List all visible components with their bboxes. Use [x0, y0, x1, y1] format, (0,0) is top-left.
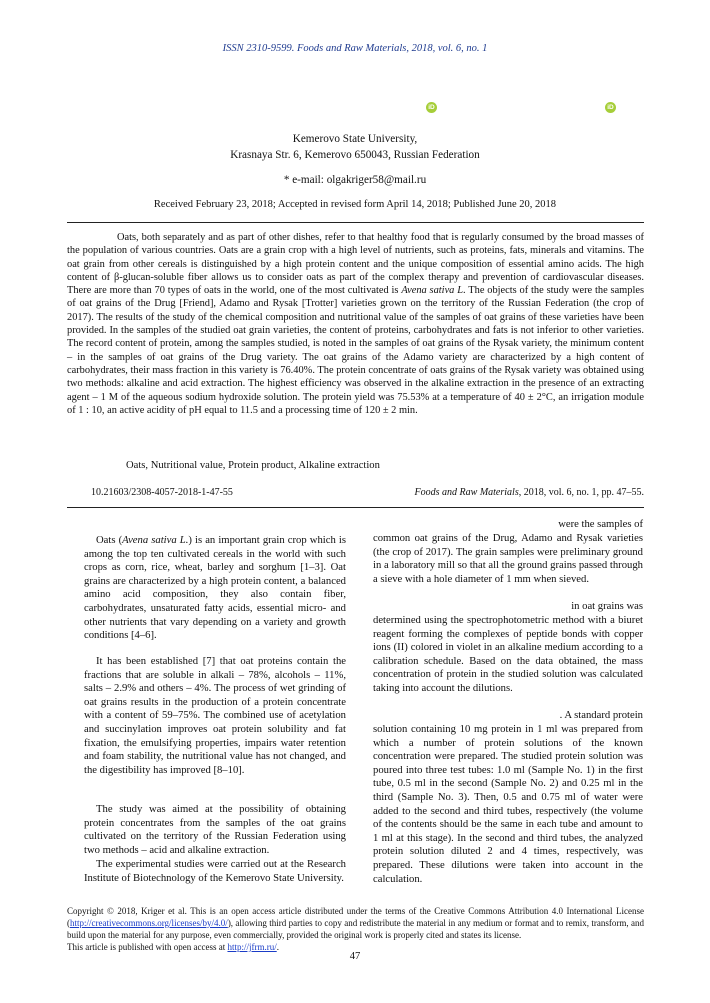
journal-header: ISSN 2310-9599. Foods and Raw Materials, 2018, vol. 6, no. 1	[222, 43, 488, 54]
intro-paragraph	[84, 534, 346, 643]
footer-text: This article is published with open access at	[67, 942, 228, 952]
bottom-divider	[67, 507, 644, 508]
protein-fragment: in oat grains was	[571, 601, 643, 612]
footer-text: ), allowing third parties to copy and redistribute the material in any medium or format and to remix, transform, and build upon the material for any purpose, even commercially, provided the original work is properly cited and states its license.	[67, 918, 644, 940]
doi[interactable]: 10.21603/2308-4057-2018-1-47-55	[91, 487, 233, 498]
citation	[415, 487, 644, 498]
affiliation-university: Kemerovo State University,	[292, 133, 418, 145]
orcid-icon[interactable]: iD	[605, 102, 616, 113]
objects-fragment: were the samples of	[558, 519, 643, 530]
body-paragraph: It has been established [7] that oat proteins contain the fractions that are soluble in alkali – 78%, alcohols – 11%, salts – 2.9% and others – 4%. The process of wet grinding of oat grains results in the production of a protein concentrate with a content of 59–75%. The combined use of acetylation and succinylation improves oat protein solubility and fat fixation, the emulsifying properties, impairs water retention and foam stability, the nutritional value has not changed, and the digestibility has improved [8–10].	[84, 656, 346, 776]
citation-details: , 2018, vol. 6, no. 1, pp. 47–55.	[518, 487, 644, 498]
copyright-footer	[67, 905, 644, 953]
body-paragraph: The experimental studies were carried out at the Research Institute of Biotechnology of the Kemerovo State University.	[84, 859, 346, 884]
intro-species: Avena sativa L.	[122, 535, 189, 546]
body-paragraph: common oat grains of the Drug, Adamo and Rysak varieties (the crop of 2017). The grain samples were preliminary ground in a laboratory mill so that all the ground grains passed through a sieve with a hole diameter of 1 mm when sieved.	[373, 533, 643, 585]
body-paragraph: solution containing 10 mg protein in 1 ml was prepared from which a number of protein solutions of the known concentration were prepared. The studied protein solution was poured into three test tubes: 1.0 ml (Sample No. 1) in the first tube, 0.5 ml in the second (Sample No. 2) and 0.25 ml in the third (Sample No. 3). Then, 0.5 and 0.75 ml of water were added to the second and third tubes, respectively (the volume of the contents should be the same in each tube and amount to 1 ml at this stage). In the second and third tubes, the analyzed protein solution diluted 2 and 4 times, respectively, was prepared. These dilutions were taken into account in the calculation.	[373, 724, 643, 885]
journal-link[interactable]: http://jfrm.ru/	[227, 942, 277, 952]
intro-text: ) is an important grain crop which is among the top ten cultivated cereals in the world with such crops as corn, rice, wheat, barley and sorghum [1–3]. Oat grains are characterized by a high protein content, a balanced amino acid composition, they also contain fiber, carbohydrates, unsaturated fatty acids, essential micro- and other nutrients that vary depending on a variety and growth conditions [4–6].	[84, 535, 346, 642]
abstract-text: . The objects of the study were the samples of oat grains of the Drug [Friend], Adamo and Rysak [Trotter] varieties grown on the territory of the Russian Federation (the crop of 2017). The results of the study of the chemical composition and nutritional value of the samples of oat grains of these varieties have been provided. In the samples of the studied oat grain varieties, the content of proteins, carbohydrates and fats is not inferior to other varieties. The record content of protein, among the samples studied, is noted in the samples of oat grains of the Rysak variety, the minimum content – in the samples of oat grains of the Drug variety. The oat grains of the Adamo variety are characterized by a high content of carbohydrates, their mass fraction in this variety is 76.40%. The protein concentrate of oats grains of the Rysak variety was obtained using two methods: alkaline and acid extraction. The highest efficiency was observed in the alkaline extraction in the presence of an extracting agent – 1 M of the aqueous sodium hydroxide solution. The protein yield was 75.53% at a temperature of 40 ± 2°C, an irrigation module of 1 : 10, an active acidity of pH equal to 11.5 and a processing time of 120 ± 2 min.	[67, 285, 645, 416]
corresponding-email: * e-mail: olgakriger58@mail.ru	[283, 174, 427, 186]
page-number: 47	[349, 951, 361, 962]
citation-journal: Foods and Raw Materials	[414, 487, 519, 498]
body-paragraph: The study was aimed at the possibility of obtaining protein concentrates from the samples of the oat grains cultivated on the territory of the Russian Federation using two methods – acid and alkaline extraction.	[84, 804, 346, 856]
article-dates: Received February 23, 2018; Accepted in revised form April 14, 2018; Published June 20, 2018	[153, 199, 557, 210]
body-paragraph: determined using the spectrophotometric method with a biuret reagent forming the complexes of peptide bonds with copper ions (II) colored in violet in an alkaline medium according to a calibration schedule. Based on the data obtained, the mass concentration of protein in the studied solution was calculated taking into account the dilutions.	[373, 615, 643, 694]
intro-text: Oats (	[96, 535, 123, 546]
footer-text: Copyright © 2018, Kriger et al. This is an open access article distributed under the terms of the Creative Commons Attribution 4.0 International License (	[67, 906, 644, 928]
orcid-icon[interactable]: iD	[426, 102, 437, 113]
standard-fragment: . A standard protein	[559, 710, 643, 721]
footer-text: .	[276, 942, 279, 952]
top-divider	[67, 222, 644, 223]
abstract	[67, 231, 644, 417]
keywords: Oats, Nutritional value, Protein product, Alkaline extraction	[126, 460, 380, 471]
abstract-text: Oats, both separately and as part of other dishes, refer to that healthy food that is regularly consumed by the broad masses of the population of various countries. Oats are a grain crop with a high level of nutrients, such as proteins, fats, minerals and vitamins. The oat grain from other cereals is distinguished by a high protein content and the unique composition of essential amino acids. The high content of β-glucan-soluble fiber allows us to consider oats as part of the complex therapy and prevention of cardiovascular diseases. There are more than 70 types of oats in the world, one of the most cultivated is	[67, 232, 644, 297]
affiliation-address: Krasnaya Str. 6, Kemerovo 650043, Russian Federation	[230, 149, 480, 161]
abstract-species: Avena sativa L	[401, 285, 464, 297]
license-link[interactable]: http://creativecommons.org/licenses/by/4.0/	[70, 918, 228, 928]
